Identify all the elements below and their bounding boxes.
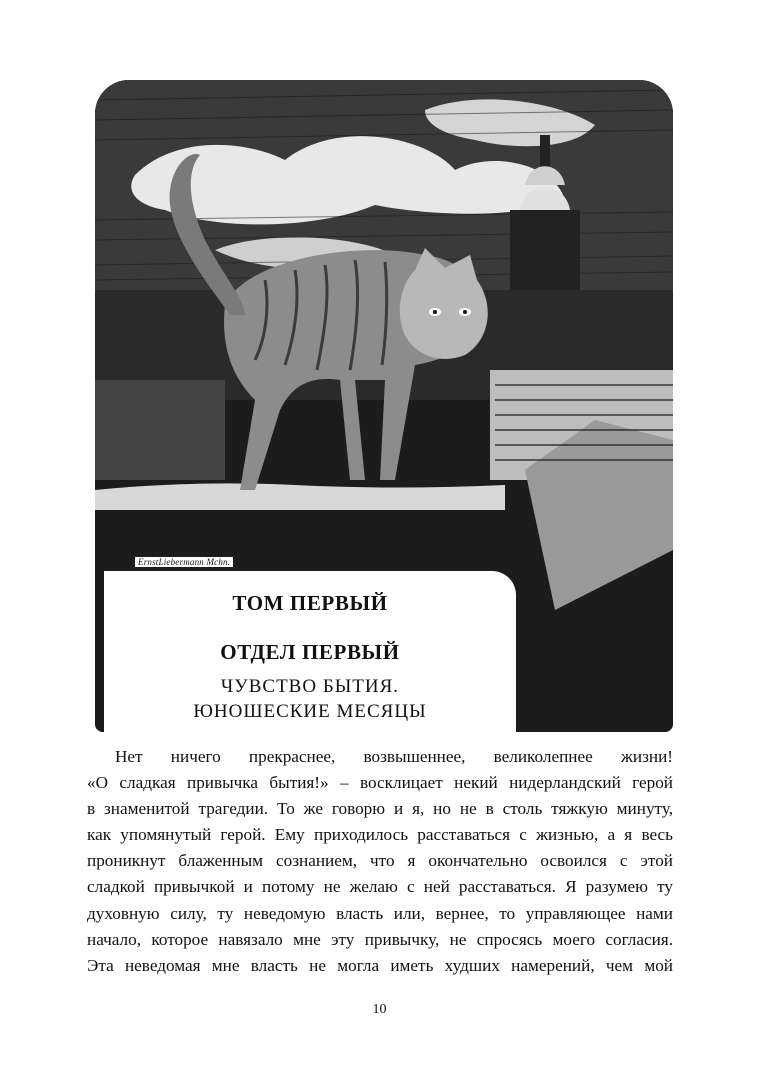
volume-heading: ТОМ ПЕРВЫЙ	[232, 591, 388, 615]
text-line: как упомянутый герой. Ему приходилось расставаться с жизнью, а я весь	[87, 825, 673, 845]
chapter-title-panel	[104, 571, 516, 732]
section-heading: ОТДЕЛ ПЕРВЫЙ	[220, 640, 400, 664]
page-number: 10	[372, 1002, 387, 1017]
text-line: сладкой привычкой и потому не желаю с ней расставаться. Я разумею ту	[87, 877, 673, 897]
chapter-heading-line-2: ЮНОШЕСКИЕ МЕСЯЦЫ	[193, 701, 427, 722]
text-line: начало, которое навязало мне эту привычку, не спросясь моего согласия.	[87, 929, 673, 949]
text-line: Эта неведомая мне власть не могла иметь худших намерений, чем мой	[87, 955, 673, 975]
artist-signature: ErnstLiebermann Mchn.	[135, 557, 233, 567]
chapter-heading	[104, 674, 516, 724]
text-line: духовную силу, ту неведомую власть или, вернее, то управляющее нами	[87, 903, 673, 923]
text-line: Нет ничего прекраснее, возвышеннее, великолепнее жизни!	[115, 747, 673, 766]
text-line: «О сладкая привычка бытия!» – восклицает некий нидерландский герой	[87, 773, 673, 793]
chapter-heading-line-1: ЧУВСТВО БЫТИЯ.	[220, 676, 400, 697]
text-line: проникнут блаженным сознанием, что я окончательно освоился с этой	[87, 851, 673, 871]
body-text	[87, 744, 673, 979]
text-line: в знаменитой трагедии. То же говорю и я, но не в столь тяжкую минуту,	[87, 799, 673, 819]
